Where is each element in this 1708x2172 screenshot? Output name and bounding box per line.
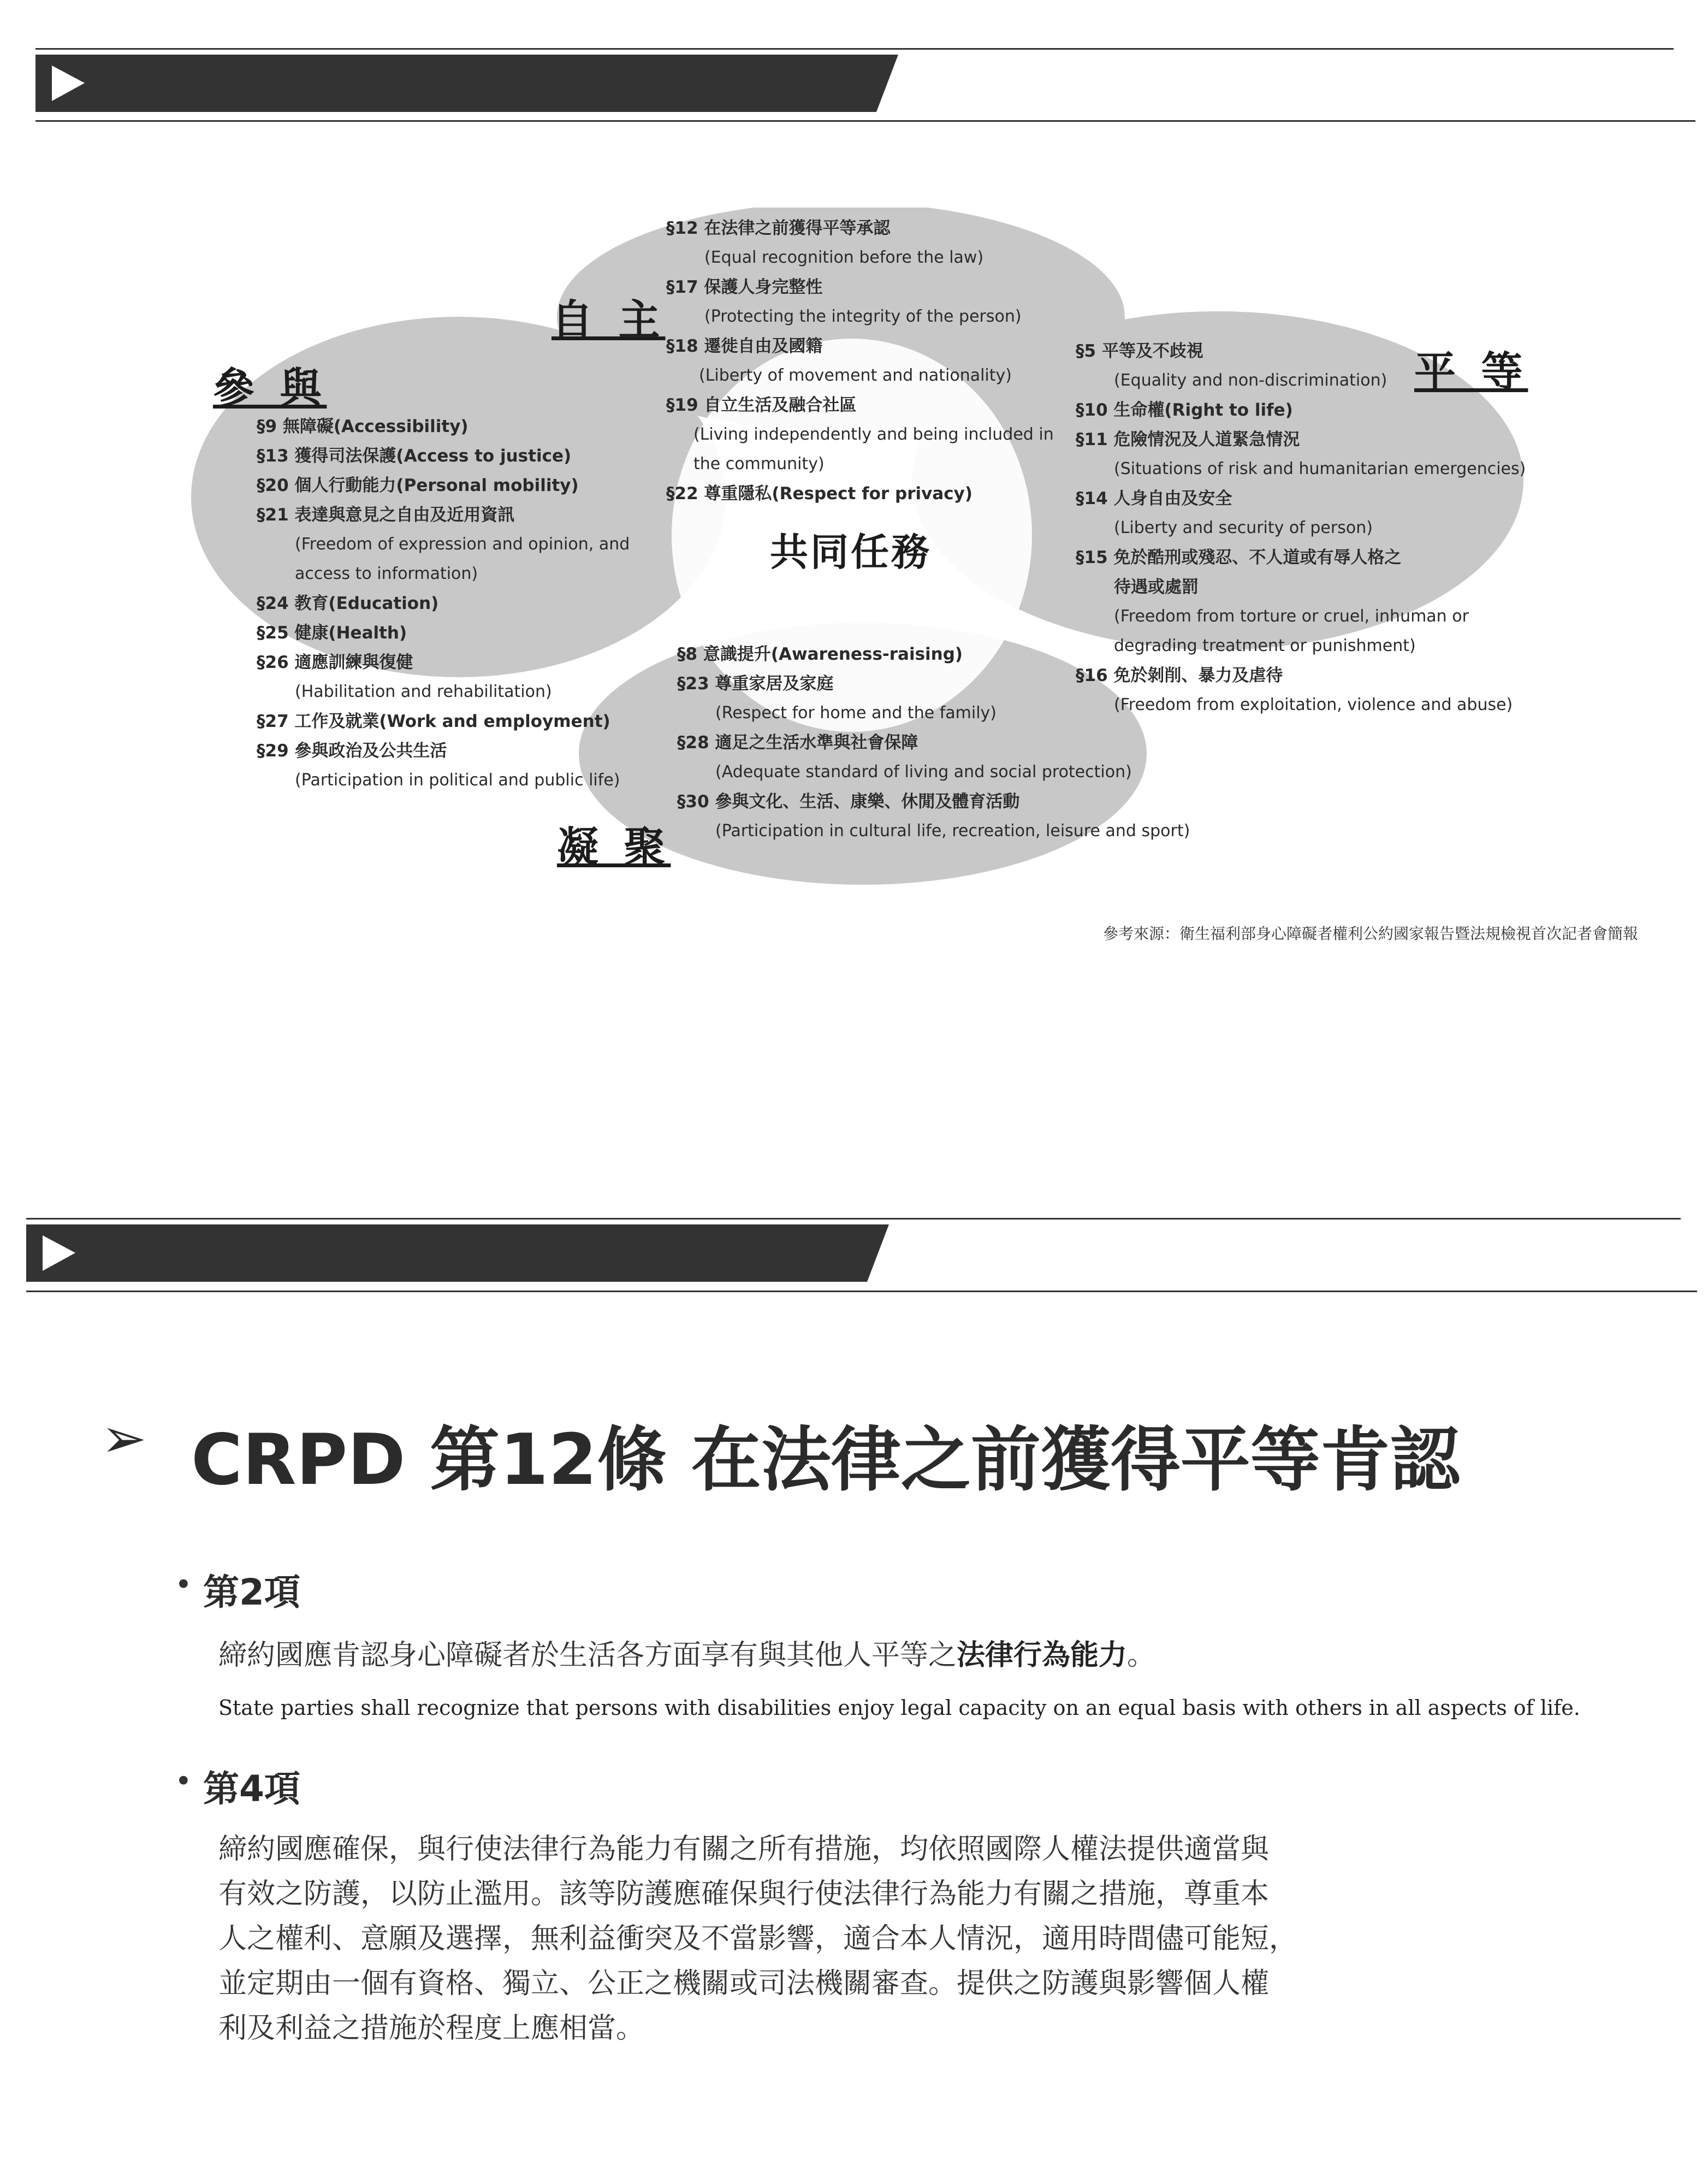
left-line-3: §20 個人行動能力(Personal mobility) xyxy=(257,476,579,495)
item-2-zh-bold: 法律行為能力 xyxy=(957,1639,1128,1672)
right-line-2: (Equality and non-discrimination) xyxy=(1114,371,1387,390)
article-22: §22 尊重隱私(Respect for privacy) xyxy=(666,484,972,504)
right-line-1: §5 平等及不歧視 xyxy=(1076,341,1203,361)
autonomy-label: 自 主 xyxy=(551,295,666,344)
right-line-9: 待遇或處罰 xyxy=(1114,577,1199,597)
crpd-principles-diagram xyxy=(180,208,1528,890)
equality-label: 平 等 xyxy=(1414,347,1528,396)
top-rule-2 xyxy=(26,1218,1681,1220)
page-title: CRPD 第12條 在法律之前獲得平等肯認 xyxy=(191,1419,1460,1501)
bottom-line-1: §8 意識提升(Awareness-raising) xyxy=(677,644,963,664)
bottom-line-6: §30 參與文化、生活、康樂、休閒及體育活動 xyxy=(677,792,1020,812)
right-line-7: (Liberty and security of person) xyxy=(1114,518,1373,537)
item-title-2: 第2項 xyxy=(203,1571,300,1613)
left-line-8: §25 健康(Health) xyxy=(257,623,407,643)
item-title-4: 第4項 xyxy=(203,1768,300,1810)
left-line-10: (Habilitation and rehabilitation) xyxy=(295,682,552,701)
right-line-11: degrading treatment or punishment) xyxy=(1114,636,1416,655)
bottom-line-2: §23 尊重家居及家庭 xyxy=(677,674,834,694)
item-4-line-1: 締約國應確保，與行使法律行為能力有關之所有措施，均依照國際人權法提供適當與 xyxy=(218,1833,1270,1866)
item-2-zh-end: 。 xyxy=(1127,1639,1156,1672)
item-4-line-3: 人之權利、意願及選擇，無利益衝突及不當影響，適合本人情況，適用時間儘可能短， xyxy=(218,1922,1298,1955)
left-line-12: §29 參與政治及公共生活 xyxy=(257,741,447,761)
left-line-11: §27 工作及就業(Work and employment) xyxy=(257,712,610,731)
article-17-en: (Protecting the integrity of the person) xyxy=(704,307,1022,326)
article-12-en: (Equal recognition before the law) xyxy=(704,248,984,267)
item-2-zh-text: 締約國應肯認身心障礙者於生活各方面享有與其他人平等之 xyxy=(218,1639,957,1672)
arrow-bullet-icon: ➢ xyxy=(101,1406,147,1470)
left-line-9: §26 適應訓練與復健 xyxy=(257,653,413,672)
left-line-13: (Participation in political and public life) xyxy=(295,771,620,790)
source-citation: 參考來源：衛生福利部身心障礙者權利公約國家報告暨法規檢視首次記者會簡報 xyxy=(1102,925,1638,943)
bullet-1: • xyxy=(175,1567,192,1602)
item-4-line-2: 有效之防護，以防止濫用。該等防護應確保與行使法律行為能力有關之措施，尊重本 xyxy=(218,1878,1270,1910)
bullet-2: • xyxy=(175,1764,192,1798)
left-line-6: access to information) xyxy=(295,564,478,583)
cohesion-label: 凝 聚 xyxy=(557,822,671,871)
bottom-line-3: (Respect for home and the family) xyxy=(715,703,997,723)
right-line-6: §14 人身自由及安全 xyxy=(1076,489,1232,508)
bottom-line-7: (Participation in cultural life, recreation, leisure and sport) xyxy=(715,821,1190,841)
banner-underline-2 xyxy=(26,1291,1697,1292)
article-18: §18 遷徙自由及國籍 xyxy=(666,336,823,356)
right-line-12: §16 免於剝削、暴力及虐待 xyxy=(1076,666,1283,685)
article-19: §19 自立生活及融合社區 xyxy=(666,395,857,415)
section-banner-2 xyxy=(26,1224,889,1282)
right-line-4: §11 危險情況及人道緊急情況 xyxy=(1076,430,1300,449)
right-line-13: (Freedom from exploitation, violence and abuse) xyxy=(1114,695,1513,714)
left-line-2: §13 獲得司法保護(Access to justice) xyxy=(257,446,572,466)
left-line-7: §24 教育(Education) xyxy=(257,594,439,613)
article-17: §17 保護人身完整性 xyxy=(666,277,823,297)
item-2-en: State parties shall recognize that persons with disabilities enjoy legal capacity on an equal basis with others in all aspects of life. xyxy=(218,1696,1580,1720)
participation-label: 參 與 xyxy=(213,364,327,412)
common-task-label: 共同任務 xyxy=(770,530,932,575)
right-line-5: (Situations of risk and humanitarian emergencies) xyxy=(1114,459,1526,478)
article-19-en2: the community) xyxy=(693,454,825,474)
article-19-en: (Living independently and being included in xyxy=(693,425,1054,444)
right-line-10: (Freedom from torture or cruel, inhuman or xyxy=(1114,607,1469,626)
section-banner-1 xyxy=(35,55,898,112)
bottom-line-5: (Adequate standard of living and social protection) xyxy=(715,762,1132,782)
bottom-line-4: §28 適足之生活水準與社會保障 xyxy=(677,733,918,753)
left-line-4: §21 表達與意見之自由及近用資訊 xyxy=(257,505,515,525)
left-line-1: §9 無障礙(Accessibility) xyxy=(257,417,468,436)
left-line-5: (Freedom of expression and opinion, and xyxy=(295,535,630,554)
right-line-8: §15 免於酷刑或殘忍、不人道或有辱人格之 xyxy=(1076,548,1402,567)
article-12: §12 在法律之前獲得平等承認 xyxy=(666,218,891,238)
article-18-en: (Liberty of movement and nationality) xyxy=(699,366,1012,385)
banner-underline-1 xyxy=(35,120,1695,122)
item-4-line-5: 利及利益之措施於程度上應相當。 xyxy=(218,2012,645,2045)
item-2-zh xyxy=(218,1633,1155,1678)
item-4-line-4: 並定期由一個有資格、獨立、公正之機關或司法機關審查。提供之防護與影響個人權 xyxy=(218,1967,1270,2000)
top-rule xyxy=(35,48,1674,50)
right-line-3: §10 生命權(Right to life) xyxy=(1076,400,1293,420)
